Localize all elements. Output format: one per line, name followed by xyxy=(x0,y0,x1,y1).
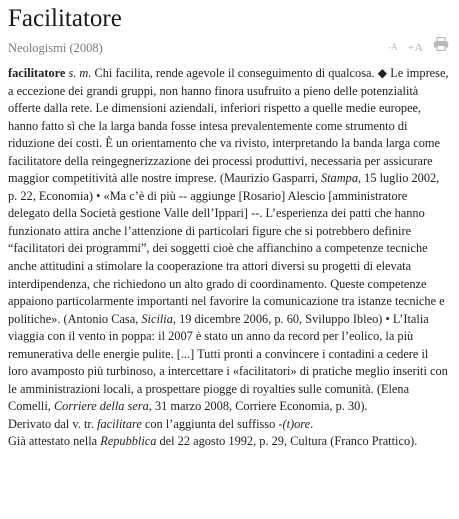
headword: facilitatore xyxy=(8,66,66,80)
definition-text: Chi facilita, rende agevole il conseguimento di qualcosa. xyxy=(94,66,375,80)
attestation-source: Repubblica xyxy=(100,434,157,449)
quote-reference: , 19 dicembre 2006, p. 60, Sviluppo Ibleo) • xyxy=(172,311,393,326)
derivation-end: . xyxy=(310,416,314,431)
quote-source: Stampa xyxy=(320,171,358,186)
derivation-prefix: Derivato dal v. tr. xyxy=(8,416,98,431)
derivation-verb: facilitare xyxy=(97,416,142,431)
derivation-middle: con l’aggiunta del suffisso xyxy=(141,416,279,431)
entry-body xyxy=(8,65,451,451)
part-of-speech: s. m. xyxy=(68,66,92,80)
quote-marker: ◆ xyxy=(377,66,388,80)
text-tools xyxy=(388,37,449,56)
quote-text: Le imprese, a eccezione dei grandi gruppi, non hanno finora usufruito a pieno delle potenzialità offerte dalla rete. Le dimensioni aziendali, inferiori rispetto a quelle medie europee, hanno fatto sì che la larga banda fosse intesa prevalentemente come strumento di riduzione dei costi. È un orientamento che va rivisto, interpretando la banda larga come facilitatore della reingegnerizzazione dei processi produttivi, necessaria per assicurare maggior competitività alle nostre imprese. (Maurizio Gasparri, xyxy=(8,66,449,186)
font-decrease-button[interactable]: -A xyxy=(388,41,398,52)
font-increase-button[interactable]: +A xyxy=(407,39,423,54)
entry-subtitle: Neologismi (2008) xyxy=(8,41,103,55)
attestation-prefix: Già attestato nella xyxy=(8,434,101,449)
quote-source: Corriere della sera xyxy=(53,399,149,414)
quote-text: L’Italia viaggia con il vento in poppa: il 2007 è stato un anno da record per l’eolico, la più remunerativa delle energie pulite. [...] Tutti pronti a convincere i contadini a cedere il loro avamposto più turbinoso, a intercettare i «facilitatori» di pratiche meglio inseriti con le amministrazioni locali, a prospettare piogge di royalties sulle comunità. (Elena Comelli, xyxy=(8,311,448,414)
attestation-rest: del 22 agosto 1992, p. 29, Cultura (Franco Prattico). xyxy=(156,434,418,449)
quote-reference: , 31 marzo 2008, Corriere Economia, p. 30). xyxy=(148,399,368,414)
quote-text: «Ma c’è di più -- aggiunge [Rosario] Alescio [amministratore delegato della Società gestione Valle dell’Ippari] --. L’esperienza dei patti che hanno funzionato attira anche l’attenzione di particolari figure che si potrebbero definire “facilitatori dei programmi”, dei soggetti cioè che affianchino a competenze tecniche anche attitudini a stimolare la cooperazione tra attori diversi su progetti di elevata interdipendenza, che richiedono un alto grado di coordinamento. Queste competenze appaiono particolarmente importanti nel favorire la comunicazione tra istanze tecniche e politiche». (Antonio Casa, xyxy=(8,188,445,326)
attestation-line xyxy=(8,433,451,451)
entry-subheader xyxy=(8,37,451,63)
entry-paragraph xyxy=(8,65,451,416)
derivation-suffix: -(t)ore xyxy=(278,416,311,431)
print-icon xyxy=(433,37,449,51)
quote-reference: , 15 luglio 2002, p. 22, Economia) • xyxy=(8,171,440,203)
derivation-line xyxy=(8,416,451,434)
page-title: Facilitatore xyxy=(8,5,122,32)
quote-source: Sicilia xyxy=(141,311,173,326)
print-button[interactable] xyxy=(433,37,449,56)
